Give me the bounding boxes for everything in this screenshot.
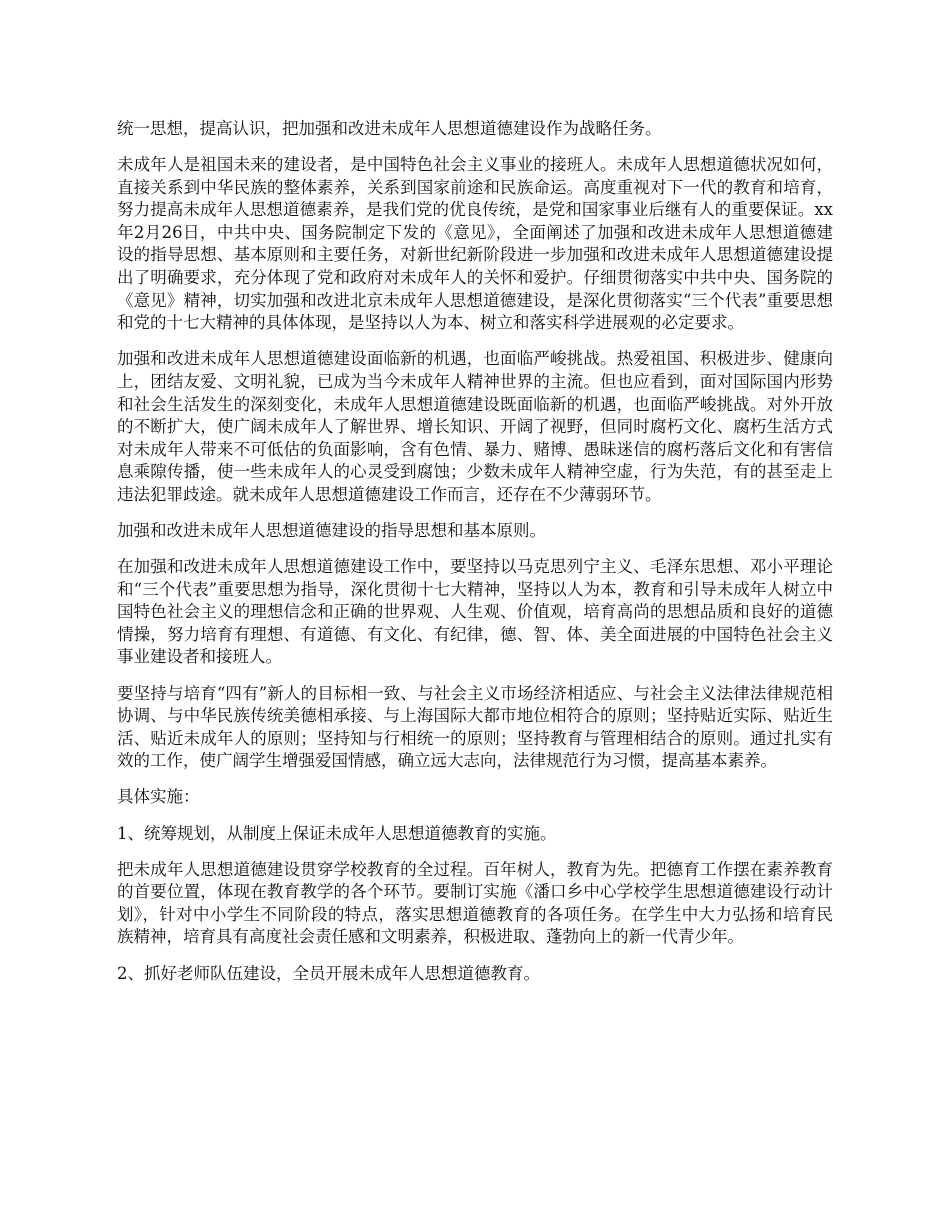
paragraph-item-1-body: 把未成年人思想道德建设贯穿学校教育的全过程。百年树人，教育为先。把德育工作摆在素养教育的首要位置，体现在教育教学的各个环节。要制订实施《潘口乡中心学校学生思想道德建设行动计划》，针对中小学生不同阶段的特点，落实思想道德教育的各项任务。在学生中大力弘扬和培育民族精神，培育具有高度社会责任感和文明素养，积极进取、蓬勃向上的新一代青少年。 [117,859,833,947]
paragraph-item-2-heading: 2、抓好老师队伍建设，全员开展未成年人思想道德教育。 [117,963,540,983]
paragraph-importance: 未成年人是祖国未来的建设者，是中国特色社会主义事业的接班人。未成年人思想道德状况如何，直接关系到中华民族的整体素养，关系到国家前途和民族命运。高度重视对下一代的教育和培育，努力提高未成年人思想道德素养，是我们党的优良传统，是党和国家事业后继有人的重要保证。xx年2月26日，中共中央、国务院制定下发的《意见》，全面阐述了加强和改进未成年人思想道德建设的指导思想、基本原则和主要任务，对新世纪新阶段进一步加强和改进未成年人思想道德建设提出了明确要求，充分体现了党和政府对未成年人的关怀和爱护。仔细贯彻落实中共中央、国务院的《意见》精神，切实加强和改进北京未成年人思想道德建设，是深化贯彻落实“三个代表”重要思想和党的十七大精神的具体体现，是坚持以人为本、树立和落实科学进展观的必定要求。 [117,155,833,333]
paragraph-intro: 统一思想，提高认识，把加强和改进未成年人思想道德建设作为战略任务。 [117,119,662,138]
paragraph-challenges: 加强和改进未成年人思想道德建设面临新的机遇，也面临严峻挑战。热爱祖国、积极进步、健康向上，团结友爱、文明礼貌，已成为当今未成年人精神世界的主流。但也应看到，面对国际国内形势和社会生活发生的深刻变化，未成年人思想道德建设既面临新的机遇，也面临严峻挑战。对外开放的不断扩大，使广阔未成年人了解世界、增长知识、开阔了视野，但同时腐朽文化、腐朽生活方式对未成年人带来不可低估的负面影响，含有色情、暴力、赌博、愚昧迷信的腐朽落后文化和有害信息乘隙传播，使一些未成年人的心灵受到腐蚀；少数未成年人精神空虚，行为失范，有的甚至走上违法犯罪歧途。就未成年人思想道德建设工作而言，还存在不少薄弱环节。 [117,349,833,504]
document-body [117,118,833,999]
paragraph-guiding-thought: 在加强和改进未成年人思想道德建设工作中，要坚持以马克思列宁主义、毛泽东思想、邓小平理论和“三个代表”重要思想为指导，深化贯彻十七大精神，坚持以人为本，教育和引导未成年人树立中国特色社会主义的理想信念和正确的世界观、人生观、价值观，培育高尚的思想品质和良好的道德情操，努力培育有理想、有道德、有文化、有纪律，德、智、体、美全面进展的中国特色社会主义事业建设者和接班人。 [117,557,833,667]
paragraph-implementation-heading: 具体实施： [117,787,200,807]
paragraph-guiding-principles-heading: 加强和改进未成年人思想道德建设的指导思想和基本原则。 [117,521,546,540]
paragraph-item-1-heading: 1、统筹规划，从制度上保证未成年人思想道德教育的实施。 [117,823,557,843]
paragraph-basic-principles: 要坚持与培育“四有”新人的目标相一致、与社会主义市场经济相适应、与社会主义法律法律规范相协调、与中华民族传统美德相承接、与上海国际大都市地位相符合的原则；坚持贴近实际、贴近生活、贴近未成年人的原则；坚持知与行相统一的原则；坚持教育与管理相结合的原则。通过扎实有效的工作，使广阔学生增强爱国情感，确立远大志向，法律规范行为习惯，提高基本素养。 [117,683,833,771]
